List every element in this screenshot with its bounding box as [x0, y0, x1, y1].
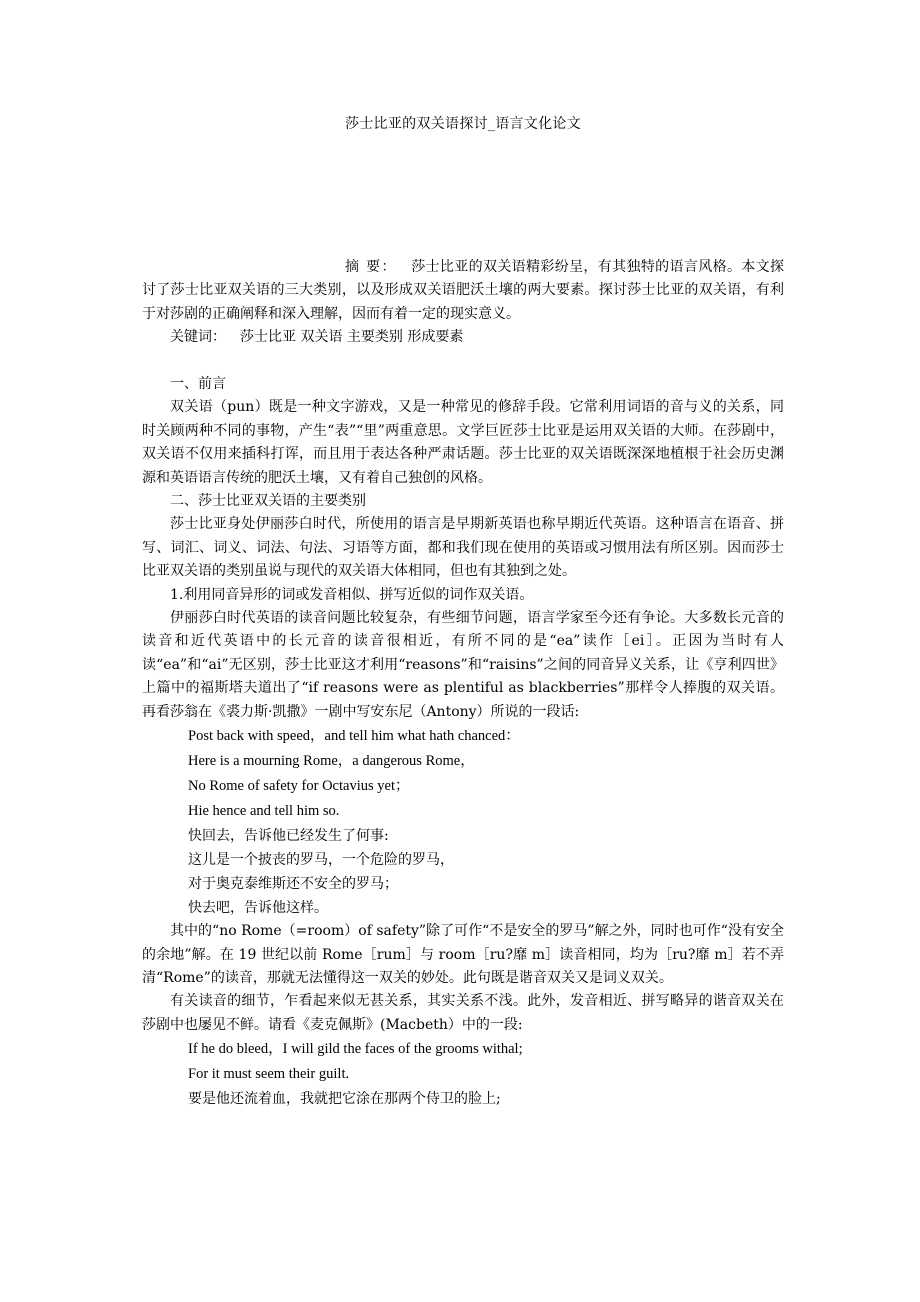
- quote-en-line: No Rome of safety for Octavius yet；: [188, 778, 410, 795]
- document-title: 莎士比亚的双关语探讨_语言文化论文: [344, 116, 582, 132]
- paragraph-macbeth: 有关读音的细节，乍看起来似无甚关系，其实关系不浅。此外，发音相近、拼写略异的谐音双关在莎剧中也屡见不鲜。请看《麦克佩斯》(Macbeth）中的一段:: [142, 993, 784, 1033]
- quote-zh-line: 对于奥克泰维斯还不安全的罗马；: [188, 876, 398, 893]
- paragraph-pronunciation: 伊丽莎白时代英语的读音问题比较复杂，有些细节问题，语言学家至今还有争论。大多数长元音的读音和近代英语中的长元音的读音很相近，有所不同的是“ea”读作［ei］。正因为当时有人读“ea”和“ai”无区别，莎士比亚这才利用“reasons”和“raisins”之间的同音异义关系，让《亨利四世》上篇中的福斯塔夫道出了“if reasons were as plentiful as blackberries”那样令人捧腹的双关语。再看莎翁在《裘力斯·凯撒》一剧中写安东尼（Antony）所说的一段话:: [142, 610, 784, 720]
- keywords-text: 莎士比亚 双关语 主要类别 形成要素: [240, 329, 464, 346]
- keywords-paragraph: [142, 326, 784, 349]
- keywords-label: 关键词：: [170, 329, 226, 346]
- quote-en-line: If he do bleed，I will gild the faces of the grooms withal;: [188, 1041, 523, 1058]
- paragraph-language: 莎士比亚身处伊丽莎白时代，所使用的语言是早期新英语也称早期近代英语。这种语言在语音、拼写、词汇、词义、词法、句法、习语等方面，都和我们现在使用的英语或习惯用法有所区别。因而莎士比亚双关语的类别虽说与现代的双关语大体相同，但也有其独到之处。: [142, 516, 784, 580]
- abstract-paragraph: [142, 256, 784, 326]
- abstract-label: 摘 要：: [345, 259, 397, 275]
- section-heading-2: 二、莎士比亚双关语的主要类别: [170, 493, 366, 510]
- section-heading-1: 一、前言: [170, 376, 226, 393]
- quote-en-line: For it must seem their guilt.: [188, 1066, 350, 1083]
- quote-zh-line: 要是他还流着血，我就把它涂在那两个侍卫的脸上;: [188, 1091, 501, 1108]
- quote-zh-line: 这儿是一个披丧的罗马，一个危险的罗马，: [188, 852, 454, 869]
- subheading-1: 1.利用同音异形的词或发音相似、拼写近似的词作双关语。: [170, 586, 534, 603]
- abstract-text: 莎士比亚的双关语精彩纷呈，有其独特的语言风格。本文探讨了莎士比亚双关语的三大类别，以及形成双关语肥沃土壤的两大要素。探讨莎士比亚的双关语，有利于对莎剧的正确阐释和深入理解，因而有着一定的现实意义。: [142, 259, 784, 322]
- quote-zh-line: 快去吧，告诉他这样。: [188, 900, 328, 917]
- quote-zh-line: 快回去，告诉他已经发生了何事:: [188, 828, 389, 845]
- quote-en-line: Post back with speed，and tell him what hath chanced：: [188, 728, 520, 745]
- blank-line: [142, 350, 784, 373]
- quote-en-line: Here is a mourning Rome，a dangerous Rome，: [188, 753, 475, 770]
- paragraph-intro: 双关语（pun）既是一种文字游戏，又是一种常见的修辞手段。它常利用词语的音与义的关系，同时关顾两种不同的事物，产生“表”“里”两重意思。文学巨匠莎士比亚是运用双关语的大师。在莎剧中，双关语不仅用来插科打诨，而且用于表达各种严肃话题。莎士比亚的双关语既深深地植根于社会历史渊源和英语语言传统的肥沃土壤，又有着自己独创的风格。: [142, 399, 784, 486]
- document-body: [142, 256, 784, 1111]
- quote-en-line: Hie hence and tell him so.: [188, 803, 340, 820]
- paragraph-rome: 其中的“no Rome（=room）of safety”除了可作“不是安全的罗马”解之外，同时也可作“没有安全的余地”解。在 19 世纪以前 Rome［rum］与 room［ru?靡 m］读音相同，均为［ru?靡 m］若不弄清“Rome”的读音，那就无法懂得这一双关的妙处。此句既是谐音双关又是词义双关。: [142, 923, 784, 986]
